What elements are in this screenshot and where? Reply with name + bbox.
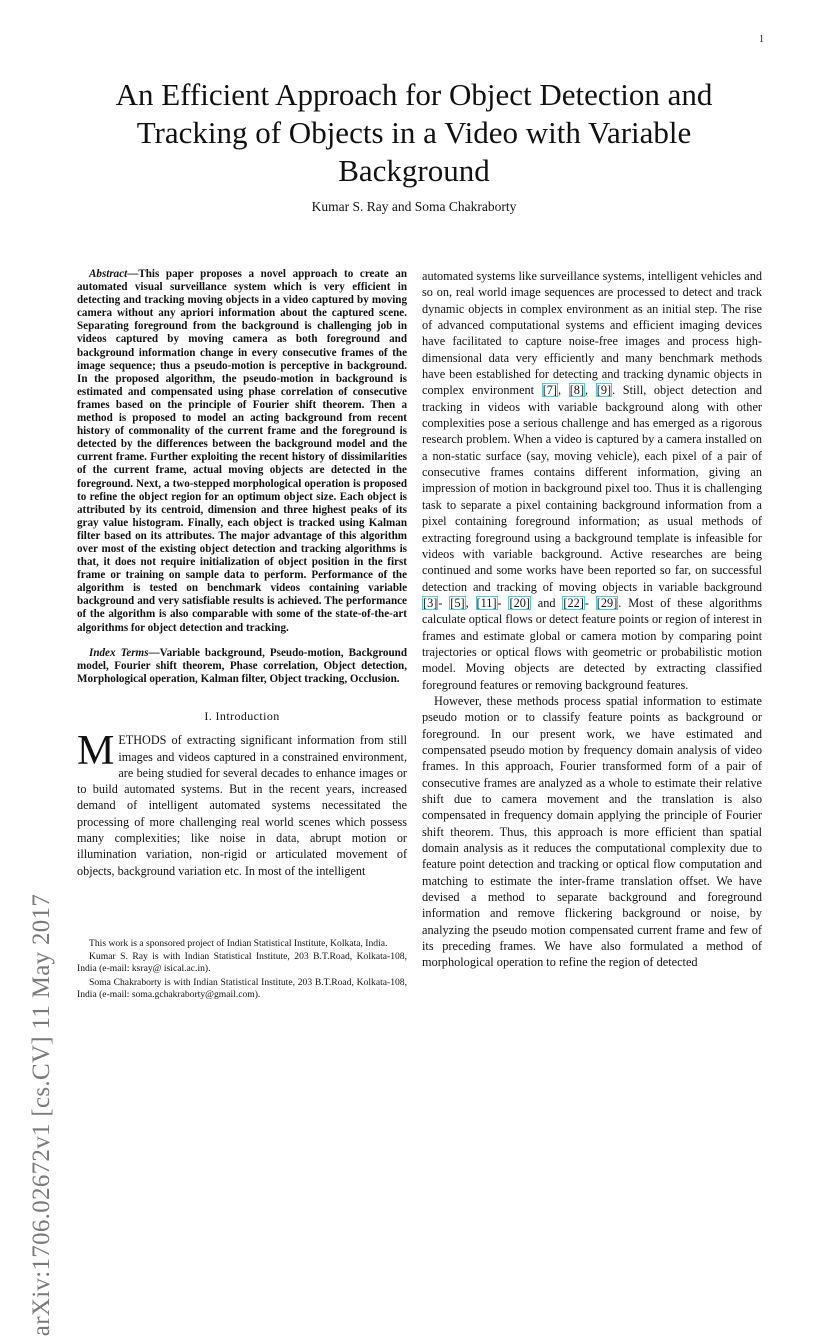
text-run: . Still, object detection and tracking in videos with variable background along with other complexities pose a serious challenge and has emerged as a rigorous research problem. When a video is captured by a camera installed on a non-static surface (say, moving vehicle), each pixel of a pair of consecutive frames contains different information, giving an impression of motion in background pixel too. Thus it is challenging task to separate a pixel containing background information from a pixel containing foreground information; as usual methods of extracting foreground using a background template is infeasible for videos with variable background. Active researches are being continued and some works have been reported so far, on successful detection and tracking of moving objects in variable background [422,383,762,594]
paper-title: An Efficient Approach for Object Detection and Tracking of Objects in a Video with Variable Background [115,77,713,188]
footnotes [77,938,407,1002]
citation-link[interactable]: [20] [509,595,530,610]
paper-authors: Kumar S. Ray and Soma Chakraborty [311,199,517,214]
abstract-lead: Abstract [89,268,128,280]
text-run: - [584,595,596,610]
footnote-author-2: Soma Chakraborty is with Indian Statistical Institute, 203 B.T.Road, Kolkata-108, India (e-mail: soma.gchakraborty@gmail.com). [77,976,407,1000]
citation-link[interactable]: [9] [596,383,612,398]
text-run: , [558,383,569,398]
citation-link[interactable]: [5] [450,595,465,610]
page-number: 1 [759,34,764,45]
citation-link[interactable]: [7] [542,383,558,398]
text-run: and [530,595,563,610]
citation-link[interactable]: [22] [563,595,584,610]
index-terms-lead: Index Terms [89,646,149,659]
left-column [77,268,407,879]
citation-link[interactable]: [8] [569,383,585,398]
right-column [422,268,762,971]
introduction-paragraph [77,728,407,879]
footnote-sponsor: This work is a sponsored project of Indian Statistical Institute, Kolkata, India. [89,938,388,949]
text-run: , [585,383,596,398]
text-run: , [465,595,476,610]
footnote-author-1: Kumar S. Ray is with Indian Statistical Institute, 203 B.T.Road, Kolkata-108, India (e-mail: ksray@ isical.ac.in). [77,951,407,975]
text-run: - [497,595,509,610]
abstract [77,268,407,635]
text-run: . Most of these algorithms calculate optical flows or detect feature points or region of interest in frames and estimate global or camera motion by comparing point trajectories or optical flows with geometric or probabilistic motion model. Moving objects are detected by extracting classified foreground features or removing background features. [422,595,763,692]
introduction-text: ETHODS of extracting significant information from still images and videos captured in a constrained environment, are being studied for several decades to enhance images or to build automated systems. But in the recent years, increased demand of intelligent automated systems necessitated the processing of more challenging real world scenes which possess many complexities; like noise in data, abrupt motion or illumination variation, non-rigid or articulated movement of objects, background variation etc. In most of the intelligent [77,733,407,878]
section-heading-introduction: I. Introduction [204,708,280,723]
right-paragraph-1 [422,268,762,693]
index-terms [77,647,407,686]
drop-cap: M [77,728,115,775]
citation-link[interactable]: [11] [476,595,497,610]
citation-link[interactable]: [3] [423,595,438,610]
abstract-text: —This paper proposes a novel approach to create an automated visual surveillance system which is very efficient in detecting and tracking moving objects in a video captured by moving camera without any apriori information about the captured scene. Separating foreground from the background is challenging job in videos captured by moving camera as both foreground and background information change in every consecutive frames of the image sequence; thus a pseudo-motion is perceptive in background. In the proposed algorithm, the pseudo-motion in background is estimated and compensated using phase correlation of consecutive frames based on the principle of Fourier shift theorem. Then a method is proposed to model an acting background from recent history of commonality of the current frame and the foreground is detected by the differences between the background model and the current frame. Further exploiting the recent history of dissimilarities of the current frame, actual moving objects are detected in the foreground. Next, a two-stepped morphological operation is proposed to refine the object region for an optimum object size. Each object is attributed by its centroid, dimension and three highest peaks of its gray value histogram. Finally, each object is tracked using Kalman filter based on its attributes. The major advantage of this algorithm over most of the existing object detection and tracking algorithms is that, it does not require initialization of object position in the first frame or training on sample data to perform. Performance of the algorithm is tested on benchmark videos containing variable background and very satisfiable results is achieved. The performance of the algorithm is also comparable with some of the state-of-the-art algorithms for object detection and tracking. [77,268,407,634]
text-run: automated systems like surveillance systems, intelligent vehicles and so on, real world image sequences are processed to detect and track dynamic objects in complex environment as an initial step. The rise of advanced computational systems and efficient imaging devices have facilitated to capture noise-free images and process high-dimensional data very efficiently and many benchmark methods have been established for detecting and tracking dynamic objects in complex environment [422,269,762,398]
index-terms-text: —Variable background, Pseudo-motion, Background model, Fourier shift theorem, Phase correlation, Object detection, Morphological operation, Kalman filter, Object tracking, Occlusion. [77,646,407,685]
text-run: - [438,595,450,610]
citation-link[interactable]: [29] [596,595,618,610]
right-paragraph-2: However, these methods process spatial information to estimate pseudo motion or to classify feature points as background or foreground. In our present work, we have estimated and compensated pseudo motion by frequency domain analysis of video frames. In this approach, Fourier transformed form of a pair of consecutive frames are analyzed as a whole to estimate their relative shift due to camera movement and the translation is also compensated in frequency domain applying the principle of Fourier shift theorem. Thus, this approach is more efficient than spatial domain analysis as it reduces the computational complexity due to feature point detection and tracking or optical flow computation and matching to estimate the inter-frame translation offset. We have devised a method to separate background and foreground information and remove flickering background or noise, by analyzing the pseudo motion compensated current frame and few of its preceding frames. We have also formulated a method of morphological operation to refine the region of detected [422,693,762,970]
arxiv-identifier: arXiv:1706.02672v1 [cs.CV] 11 May 2017 [28,893,55,1336]
